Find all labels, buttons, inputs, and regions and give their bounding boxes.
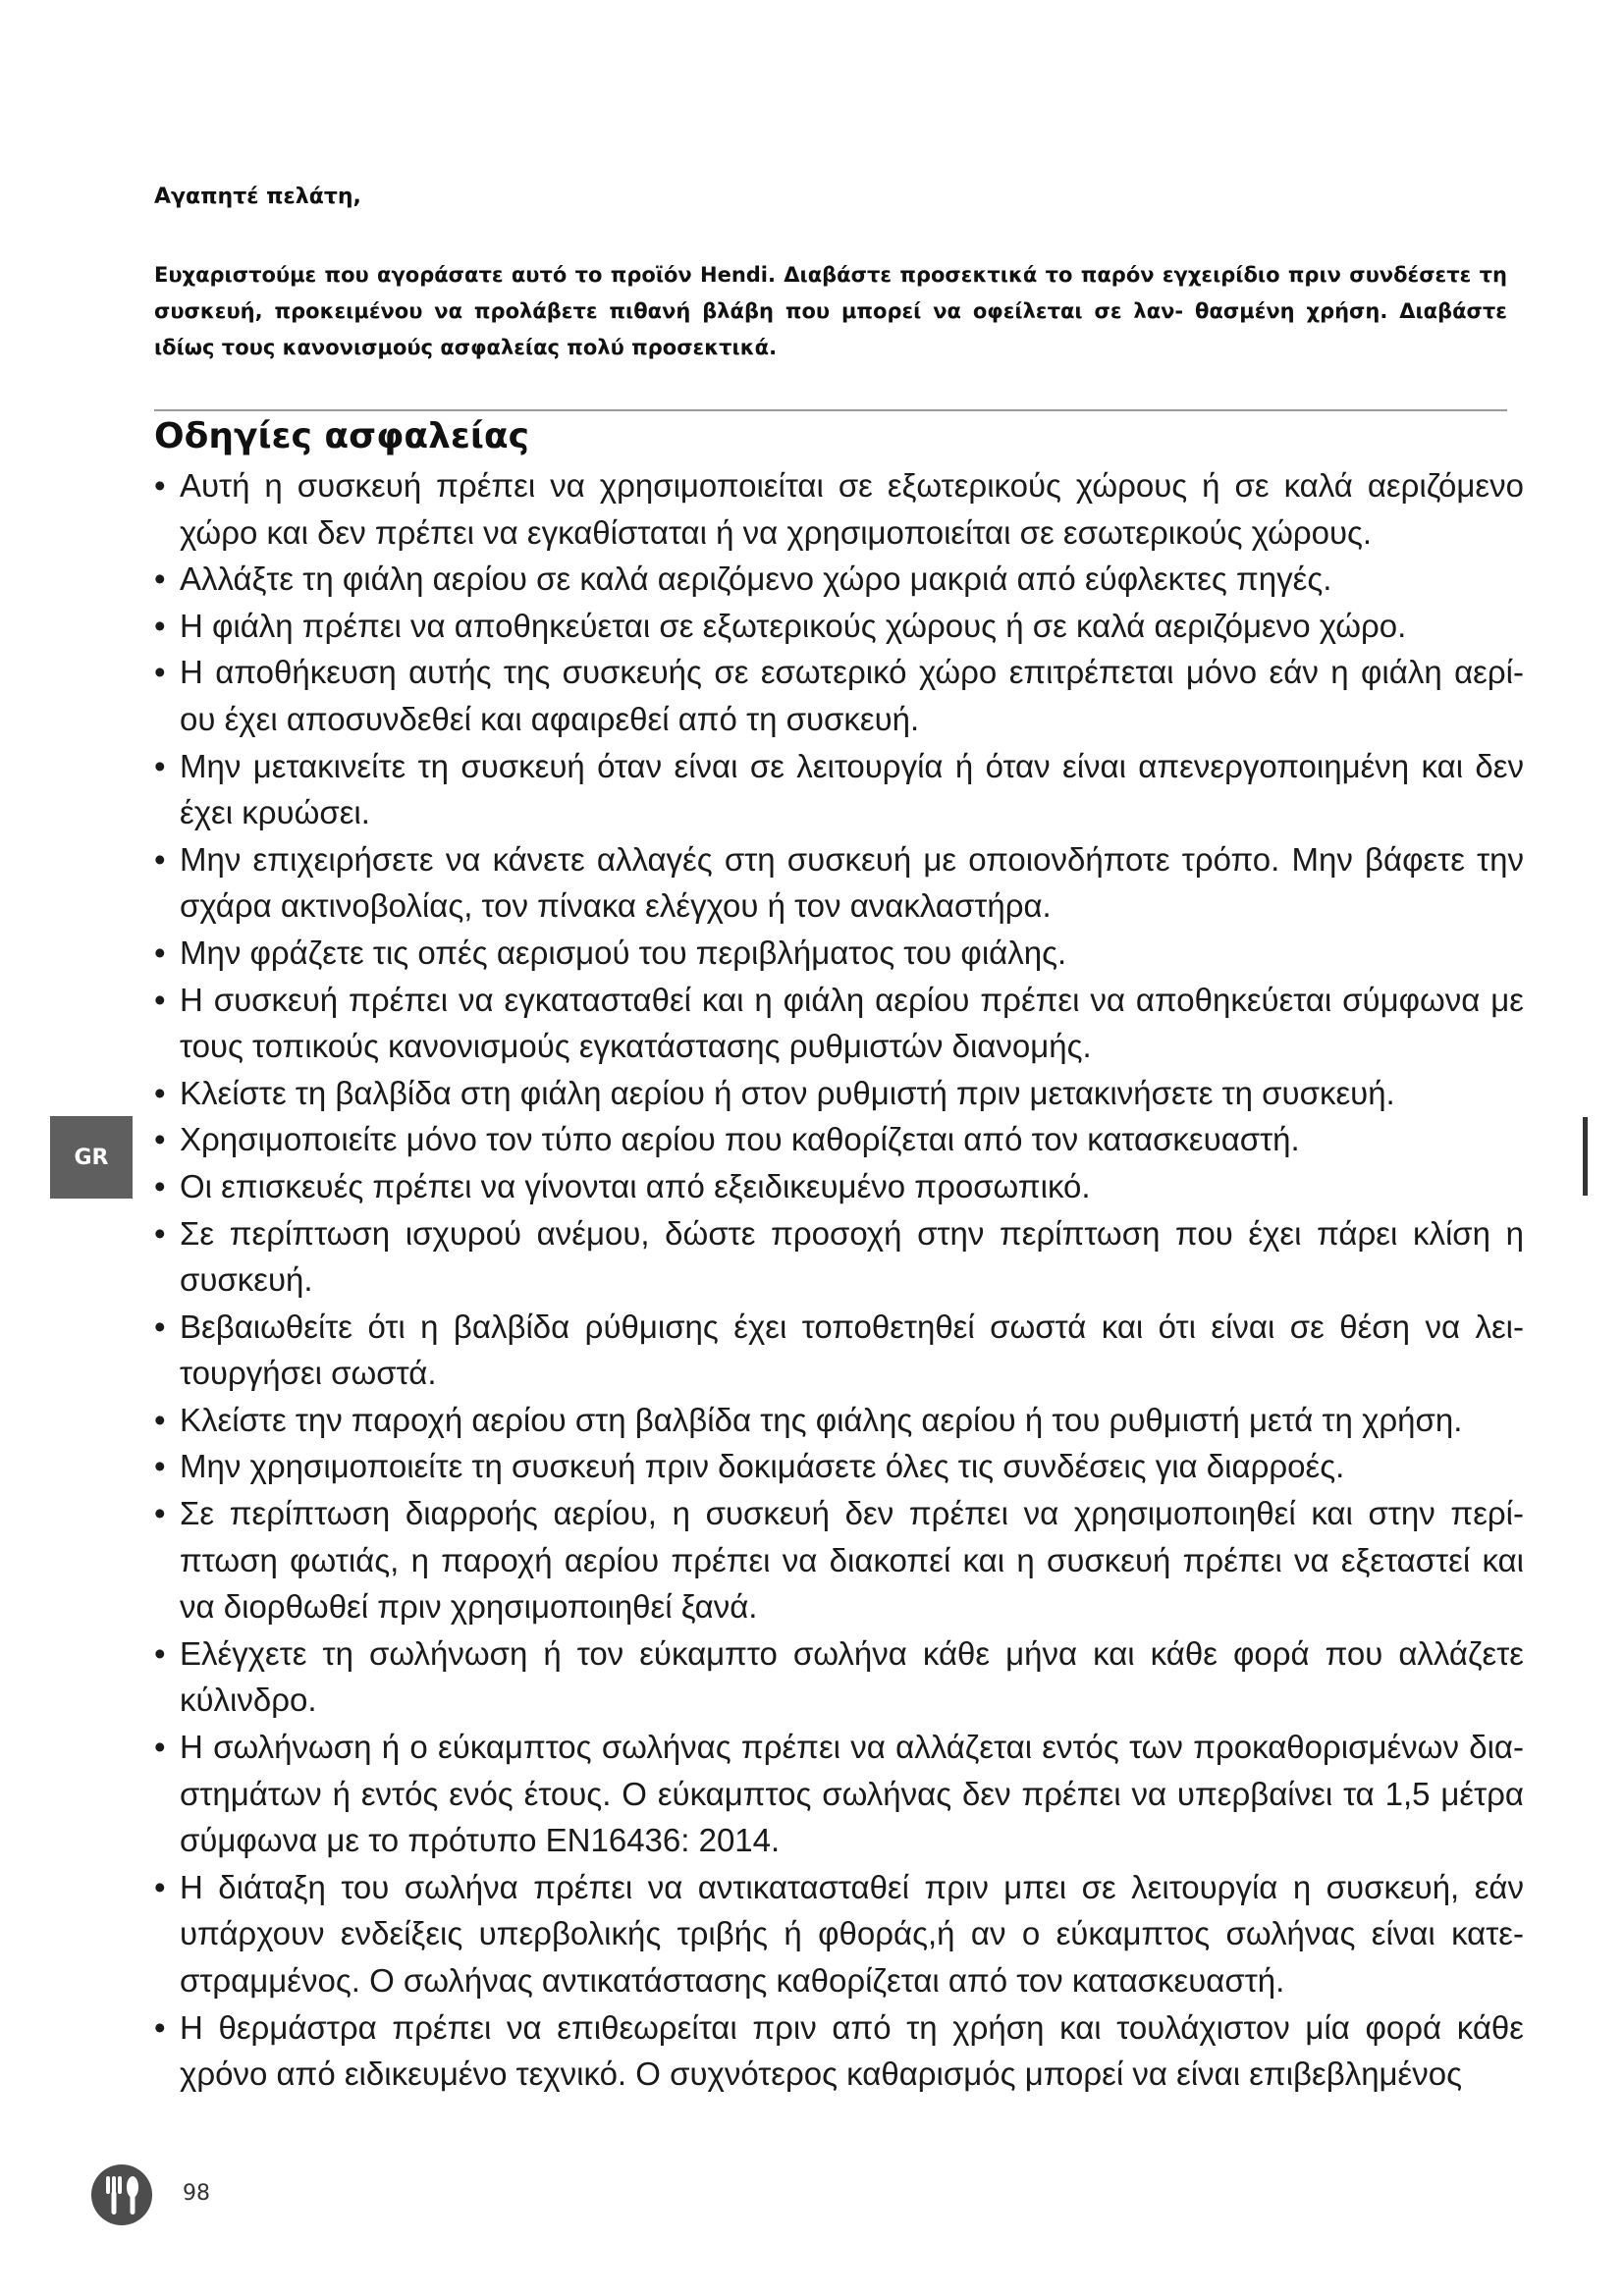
safety-rule-16: [154, 1490, 1524, 1630]
section-title: Οδηγίες ασφαλείας: [154, 416, 530, 456]
section-divider: [154, 409, 1507, 411]
safety-rule-13: [154, 1304, 1524, 1397]
safety-rule-text: Μην επιχειρήσετε να κάνετε αλλαγές στη συσκευή με οποιονδήποτε τρόπο. Μην βάφετε την σχάρα ακτινοβολίας, τον πίνακα ελέγχου ή τον ανακλαστήρα.: [180, 840, 1524, 925]
intro-paragraph: Ευχαριστούμε που αγοράσατε αυτό το προϊόν Hendi. Διαβάστε προσεκτικά το παρόν εγχειρίδιο πριν συνδέσετε τη συσκευή, προκειμένου να προλάβετε πιθανή βλάβη που μπορεί να οφείλεται σε λαν- θασμένη χρήση. Διαβάστε ιδίως τους κανονισμούς ασφαλείας πολύ προσεκτικά.: [154, 263, 1507, 359]
bullet-icon: •: [154, 1729, 166, 1766]
safety-rule-15: [154, 1443, 1524, 1490]
safety-rule-8: [154, 977, 1524, 1070]
bullet-icon: •: [154, 1448, 166, 1485]
bullet-icon: •: [154, 467, 166, 504]
bullet-icon: •: [154, 934, 166, 971]
bullet-icon: •: [154, 1167, 166, 1204]
safety-rule-text: Κλείστε την παροχή αερίου στη βαλβίδα της φιάλης αερίου ή του ρυθμιστή μετά τη χρήση.: [180, 1401, 1463, 1438]
bullet-icon: •: [154, 1308, 166, 1345]
safety-rule-text: Η φιάλη πρέπει να αποθηκεύεται σε εξωτερικούς χώρους ή σε καλά αεριζόμενο χώρο.: [180, 607, 1407, 644]
safety-rule-7: [154, 930, 1524, 977]
safety-rule-6: [154, 836, 1524, 930]
safety-rule-text: Αλλάξτε τη φιάλη αερίου σε καλά αεριζόμενο χώρο μακριά από εύφλεκτες πηγές.: [180, 561, 1332, 598]
bullet-icon: •: [154, 654, 166, 691]
safety-rule-14: [154, 1397, 1524, 1444]
bullet-icon: •: [154, 2008, 166, 2046]
safety-rule-text: Κλείστε τη βαλβίδα στη φιάλη αερίου ή στον ρυθμιστή πριν μετακινήσετε τη συσκευή.: [180, 1074, 1395, 1111]
greeting: Αγαπητέ πελάτη,: [154, 185, 361, 209]
bullet-icon: •: [154, 1401, 166, 1438]
safety-rule-10: [154, 1116, 1524, 1163]
safety-rule-text: Η διάταξη του σωλήνα πρέπει να αντικατασταθεί πριν μπει σε λειτουργία η συσκευή, εάν υπάρχουν ενδείξεις υπερβολικής τριβής ή φθοράς,ή αν ο εύκαμπτος σωλήνας είναι κατε- στραμμένος. Ο σωλήνας αντικατάστασης καθορίζεται από τον κατασκευαστή.: [180, 1868, 1524, 1999]
safety-rule-18: [154, 1724, 1524, 1864]
bullet-icon: •: [154, 1868, 166, 1905]
safety-rule-1: [154, 462, 1524, 556]
bullet-icon: •: [154, 1495, 166, 1532]
safety-rule-text: Μην χρησιμοποιείτε τη συσκευή πριν δοκιμάσετε όλες τις συνδέσεις για διαρροές.: [180, 1448, 1345, 1485]
cutlery-logo-icon: [90, 2163, 153, 2226]
side-marker-bar: [1583, 1117, 1588, 1196]
safety-rule-5: [154, 743, 1524, 836]
safety-rule-text: Μην φράζετε τις οπές αερισμού του περιβλήματος του φιάλης.: [180, 934, 1067, 971]
bullet-icon: •: [154, 1121, 166, 1158]
safety-rule-19: [154, 1864, 1524, 2004]
safety-rules-list: [154, 462, 1524, 2098]
safety-rule-text: Βεβαιωθείτε ότι η βαλβίδα ρύθμισης έχει τοποθετηθεί σωστά και ότι είναι σε θέση να λει- τουργήσει σωστά.: [180, 1308, 1524, 1392]
safety-rule-text: Η σωλήνωση ή ο εύκαμπτος σωλήνας πρέπει να αλλάζεται εντός των προκαθορισμένων δια- στημάτων ή εντός ενός έτους. Ο εύκαμπτος σωλήνας δεν πρέπει να υπερβαίνει τα 1,5 μέτρα σύμφωνα με το πρότυπο EN16436: 2014.: [180, 1729, 1524, 1859]
bullet-icon: •: [154, 747, 166, 784]
safety-rule-3: [154, 603, 1524, 650]
safety-rule-20: [154, 2004, 1524, 2098]
page-number: 98: [183, 2181, 210, 2206]
safety-rule-text: Η αποθήκευση αυτής της συσκευής σε εσωτερικό χώρο επιτρέπεται μόνο εάν η φιάλη αερί- ου έχει αποσυνδεθεί και αφαιρεθεί από τη συσκευή.: [180, 654, 1524, 737]
safety-rule-12: [154, 1210, 1524, 1304]
safety-rule-2: [154, 556, 1524, 603]
bullet-icon: •: [154, 840, 166, 878]
safety-rule-text: Σε περίπτωση ισχυρού ανέμου, δώστε προσοχή στην περίπτωση που έχει πάρει κλίση η συσκευή.: [180, 1214, 1524, 1299]
bullet-icon: •: [154, 1214, 166, 1252]
bullet-icon: •: [154, 1074, 166, 1111]
safety-rule-text: Χρησιμοποιείτε μόνο τον τύπο αερίου που καθορίζεται από τον κατασκευαστή.: [180, 1121, 1300, 1158]
language-tab: [50, 1116, 133, 1199]
safety-rule-text: Σε περίπτωση διαρροής αερίου, η συσκευή δεν πρέπει να χρησιμοποιηθεί και στην περί- πτωση φωτιάς, η παροχή αερίου πρέπει να διακοπεί και η συσκευή πρέπει να εξεταστεί και να διορθωθεί πριν χρησιμοποιηθεί ξανά.: [180, 1495, 1524, 1626]
safety-rule-11: [154, 1163, 1524, 1210]
safety-rule-text: Η θερμάστρα πρέπει να επιθεωρείται πριν από τη χρήση και τουλάχιστον μία φορά κάθε χρόνο από ειδικευμένο τεχνικό. Ο συχνότερος καθαρισμός μπορεί να είναι επιβεβλημένος: [180, 2008, 1524, 2093]
language-tab-label: GR: [74, 1145, 109, 1170]
safety-rule-17: [154, 1630, 1524, 1724]
bullet-icon: •: [154, 981, 166, 1018]
safety-rule-text: Οι επισκευές πρέπει να γίνονται από εξειδικευμένο προσωπικό.: [180, 1167, 1091, 1204]
safety-rule-text: Η συσκευή πρέπει να εγκατασταθεί και η φιάλη αερίου πρέπει να αποθηκεύεται σύμφωνα με τους τοπικούς κανονισμούς εγκατάστασης ρυθμιστών διανομής.: [180, 981, 1524, 1065]
safety-rule-4: [154, 649, 1524, 742]
bullet-icon: •: [154, 1634, 166, 1672]
safety-rule-text: Μην μετακινείτε τη συσκευή όταν είναι σε λειτουργία ή όταν είναι απενεργοποιημένη και δεν έχει κρυώσει.: [180, 747, 1524, 831]
bullet-icon: •: [154, 607, 166, 644]
bullet-icon: •: [154, 561, 166, 598]
safety-rule-text: Αυτή η συσκευή πρέπει να χρησιμοποιείται σε εξωτερικούς χώρους ή σε καλά αεριζόμενο χώρο και δεν πρέπει να εγκαθίσταται ή να χρησιμοποιείται σε εσωτερικούς χώρους.: [180, 467, 1524, 551]
safety-rule-text: Ελέγχετε τη σωλήνωση ή τον εύκαμπτο σωλήνα κάθε μήνα και κάθε φορά που αλλάζετε κύλινδρο.: [180, 1634, 1524, 1719]
safety-rule-9: [154, 1070, 1524, 1117]
